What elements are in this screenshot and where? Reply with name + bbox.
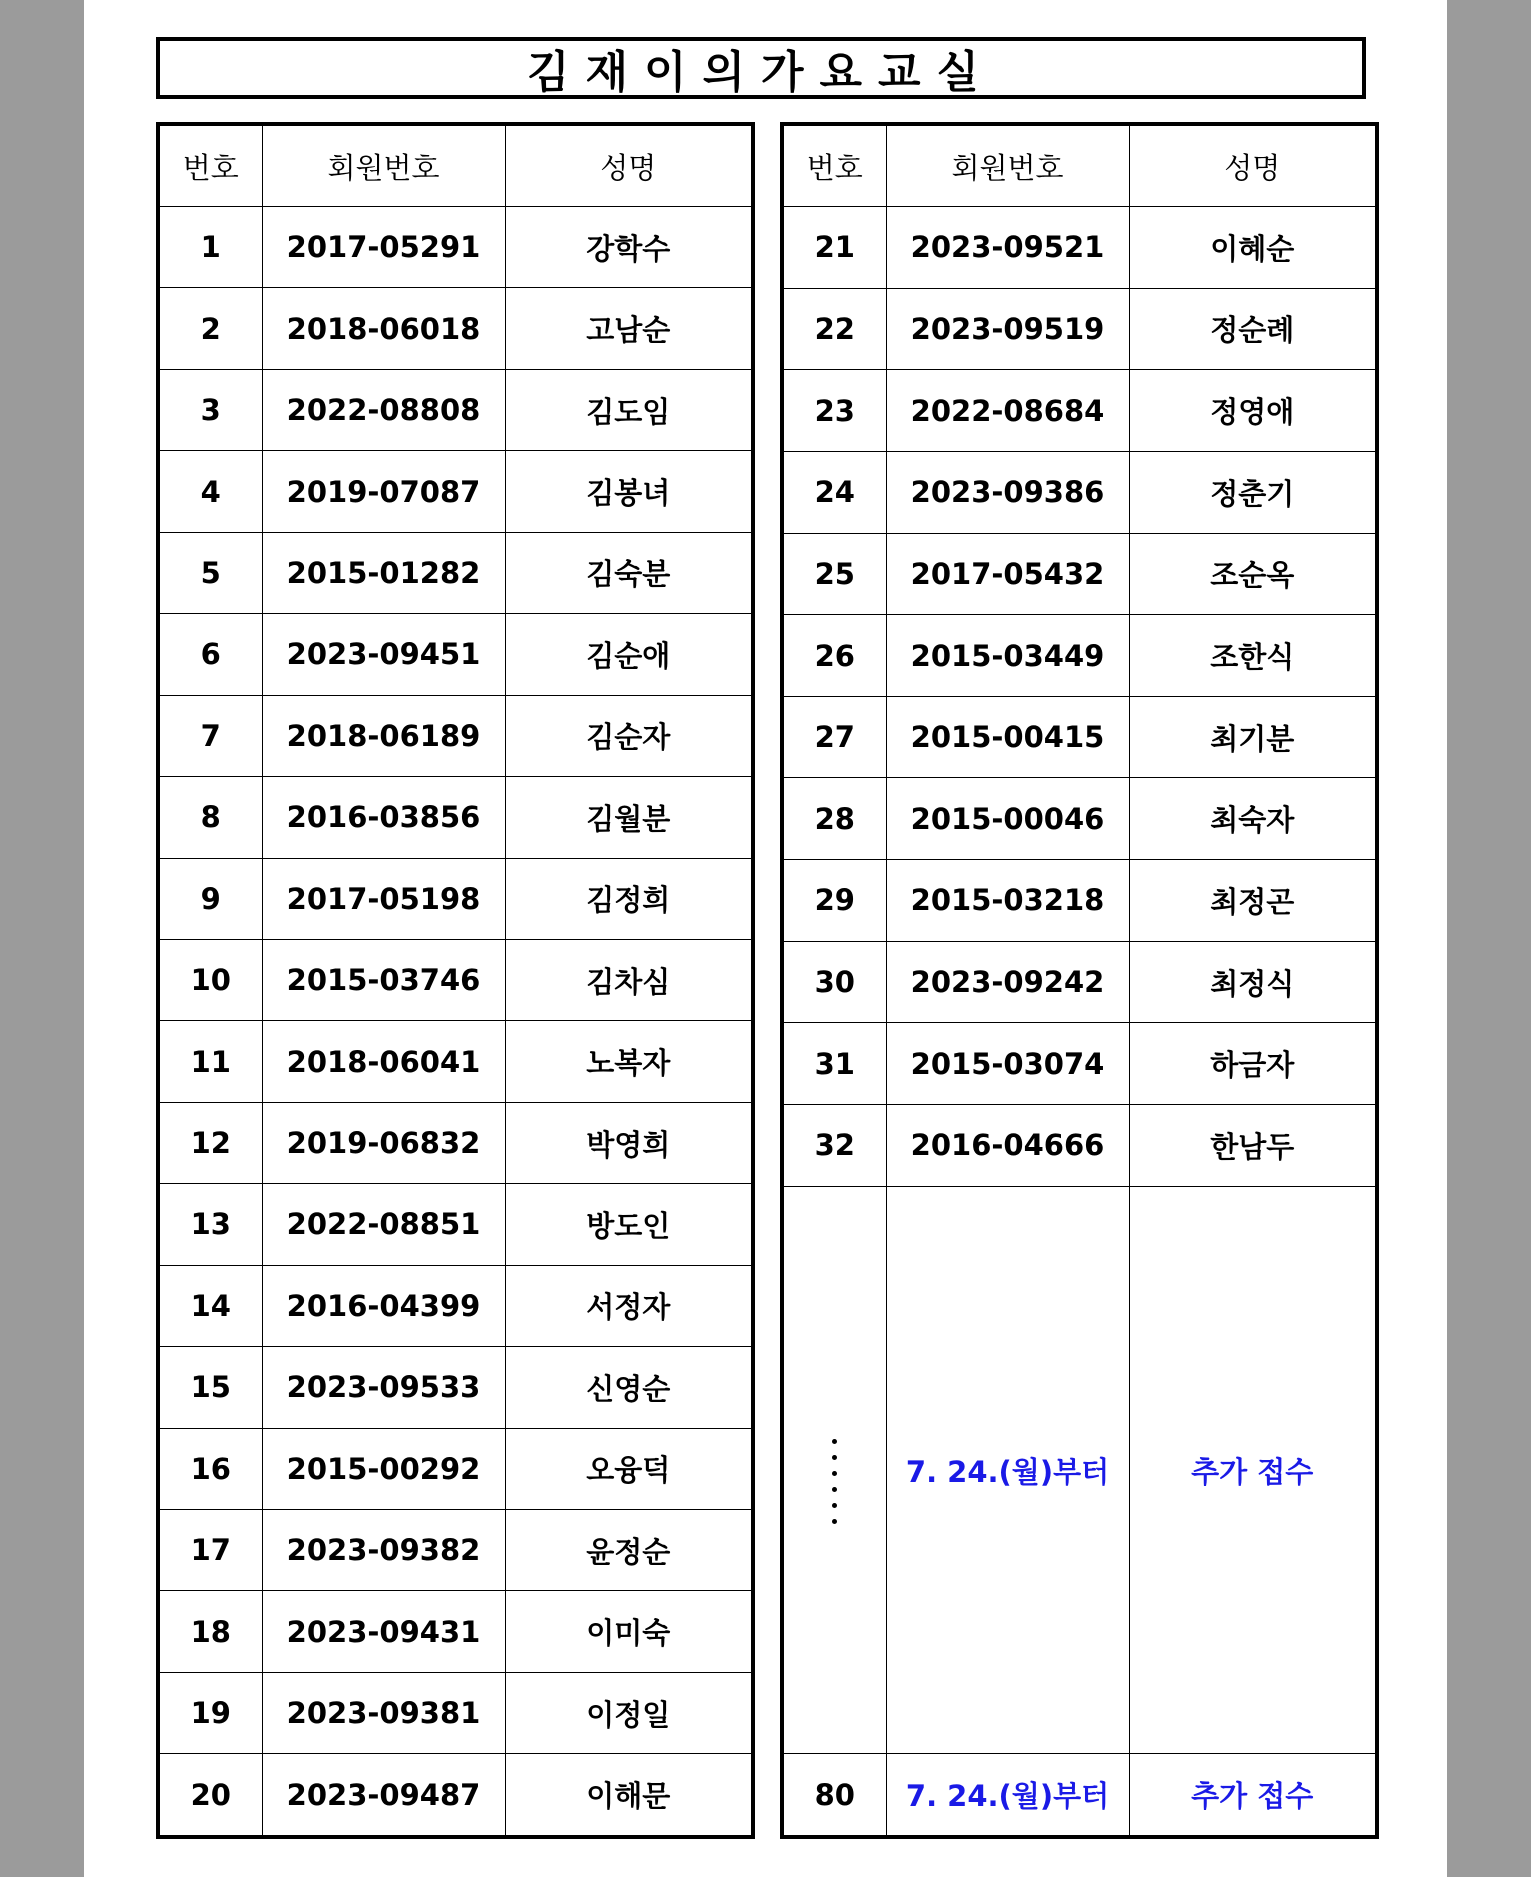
row-name: 노복자 [505, 1021, 753, 1102]
document-page [84, 0, 1447, 1877]
row-no: 31 [782, 1023, 886, 1105]
row-member-no: 2015-03218 [886, 860, 1129, 942]
table-row [158, 1754, 753, 1837]
row-no: 25 [782, 533, 886, 615]
table-row [782, 370, 1377, 452]
row-no: 9 [158, 858, 262, 939]
row-name: 조순옥 [1129, 533, 1377, 615]
row-no: 6 [158, 614, 262, 695]
table-row [158, 1021, 753, 1102]
table-row [158, 1428, 753, 1509]
row-name: 박영희 [505, 1102, 753, 1183]
table-row [158, 451, 753, 532]
table-row [158, 207, 753, 288]
row-member-no: 2023-09487 [262, 1754, 505, 1837]
header-member-no: 회원번호 [262, 124, 505, 207]
header-no: 번호 [158, 124, 262, 207]
row-name: 이정일 [505, 1672, 753, 1753]
row-member-no: 2019-07087 [262, 451, 505, 532]
row-name: 김월분 [505, 777, 753, 858]
last-row-date: 7. 24.(월)부터 [886, 1754, 1129, 1837]
row-name: 정춘기 [1129, 451, 1377, 533]
table-row [158, 939, 753, 1020]
row-name: 정영애 [1129, 370, 1377, 452]
row-name: 최정식 [1129, 941, 1377, 1023]
row-member-no: 2023-09521 [886, 207, 1129, 289]
row-name: 이해문 [505, 1754, 753, 1837]
row-no: 10 [158, 939, 262, 1020]
row-no: 1 [158, 207, 262, 288]
row-no: 14 [158, 1265, 262, 1346]
table-row [158, 369, 753, 450]
table-row [158, 1184, 753, 1265]
roster-table-right [780, 122, 1379, 1839]
row-member-no: 2022-08851 [262, 1184, 505, 1265]
table-row [158, 695, 753, 776]
row-name: 하금자 [1129, 1023, 1377, 1105]
vertical-ellipsis-icon [832, 1439, 837, 1524]
row-no: 15 [158, 1347, 262, 1428]
row-no: 11 [158, 1021, 262, 1102]
row-no: 8 [158, 777, 262, 858]
row-member-no: 2015-00415 [886, 696, 1129, 778]
row-name: 오융덕 [505, 1428, 753, 1509]
row-member-no: 2023-09431 [262, 1591, 505, 1672]
row-member-no: 2015-01282 [262, 532, 505, 613]
page-title: 김재이의가요교실 [526, 47, 996, 98]
row-name: 김숙분 [505, 532, 753, 613]
row-member-no: 2017-05291 [262, 207, 505, 288]
row-no: 13 [158, 1184, 262, 1265]
row-name: 방도인 [505, 1184, 753, 1265]
table-row [158, 1102, 753, 1183]
row-name: 서정자 [505, 1265, 753, 1346]
row-name: 김도임 [505, 369, 753, 450]
row-name: 김순애 [505, 614, 753, 695]
row-no: 24 [782, 451, 886, 533]
table-row [782, 941, 1377, 1023]
row-no: 2 [158, 288, 262, 369]
row-member-no: 2015-00046 [886, 778, 1129, 860]
table-row [158, 1672, 753, 1753]
table-row [158, 288, 753, 369]
pending-dots [782, 1186, 886, 1754]
table-row [782, 451, 1377, 533]
row-name: 김정희 [505, 858, 753, 939]
row-no: 22 [782, 288, 886, 370]
row-no: 21 [782, 207, 886, 289]
row-no: 26 [782, 615, 886, 697]
row-member-no: 2015-00292 [262, 1428, 505, 1509]
row-no: 7 [158, 695, 262, 776]
row-member-no: 2018-06041 [262, 1021, 505, 1102]
table-row [158, 1591, 753, 1672]
row-no: 3 [158, 369, 262, 450]
row-member-no: 2016-03856 [262, 777, 505, 858]
row-member-no: 2023-09382 [262, 1510, 505, 1591]
table-row [782, 696, 1377, 778]
row-no: 20 [158, 1754, 262, 1837]
row-name: 김순자 [505, 695, 753, 776]
row-name: 고남순 [505, 288, 753, 369]
row-name: 최숙자 [1129, 778, 1377, 860]
row-member-no: 2018-06018 [262, 288, 505, 369]
row-member-no: 2023-09242 [886, 941, 1129, 1023]
table-row [158, 858, 753, 939]
row-name: 최기분 [1129, 696, 1377, 778]
pending-note: 추가 접수 [1129, 1186, 1377, 1754]
table-row [158, 1510, 753, 1591]
row-name: 이미숙 [505, 1591, 753, 1672]
row-name: 최정곤 [1129, 860, 1377, 942]
pending-row [782, 1186, 1377, 1754]
table-row [782, 533, 1377, 615]
row-no: 28 [782, 778, 886, 860]
row-no: 18 [158, 1591, 262, 1672]
row-no: 5 [158, 532, 262, 613]
row-no: 12 [158, 1102, 262, 1183]
table-row [158, 1265, 753, 1346]
row-no: 23 [782, 370, 886, 452]
last-row-no: 80 [782, 1754, 886, 1837]
table-row [158, 532, 753, 613]
row-member-no: 2023-09386 [886, 451, 1129, 533]
table-row [782, 615, 1377, 697]
table-row [782, 288, 1377, 370]
table-row [158, 614, 753, 695]
row-no: 27 [782, 696, 886, 778]
title-box [156, 37, 1366, 99]
roster-table-left [156, 122, 755, 1839]
row-member-no: 2022-08808 [262, 369, 505, 450]
row-no: 17 [158, 1510, 262, 1591]
row-member-no: 2016-04399 [262, 1265, 505, 1346]
last-row-note: 추가 접수 [1129, 1754, 1377, 1837]
row-member-no: 2015-03449 [886, 615, 1129, 697]
row-name: 한남두 [1129, 1105, 1377, 1187]
row-no: 4 [158, 451, 262, 532]
last-row [782, 1754, 1377, 1837]
row-member-no: 2023-09519 [886, 288, 1129, 370]
table-row [782, 778, 1377, 860]
row-no: 16 [158, 1428, 262, 1509]
row-name: 강학수 [505, 207, 753, 288]
header-no: 번호 [782, 124, 886, 207]
row-name: 김차심 [505, 939, 753, 1020]
row-no: 30 [782, 941, 886, 1023]
row-member-no: 2023-09381 [262, 1672, 505, 1753]
header-name: 성명 [505, 124, 753, 207]
row-name: 조한식 [1129, 615, 1377, 697]
header-row [158, 124, 753, 207]
row-name: 윤정순 [505, 1510, 753, 1591]
row-member-no: 2015-03074 [886, 1023, 1129, 1105]
row-no: 32 [782, 1105, 886, 1187]
row-no: 19 [158, 1672, 262, 1753]
table-row [782, 1105, 1377, 1187]
row-member-no: 2017-05432 [886, 533, 1129, 615]
row-name: 김봉녀 [505, 451, 753, 532]
header-row [782, 124, 1377, 207]
table-row [782, 207, 1377, 289]
header-member-no: 회원번호 [886, 124, 1129, 207]
row-member-no: 2017-05198 [262, 858, 505, 939]
row-member-no: 2015-03746 [262, 939, 505, 1020]
row-no: 29 [782, 860, 886, 942]
table-row [158, 1347, 753, 1428]
row-member-no: 2019-06832 [262, 1102, 505, 1183]
row-member-no: 2023-09533 [262, 1347, 505, 1428]
pending-date: 7. 24.(월)부터 [886, 1186, 1129, 1754]
row-name: 정순례 [1129, 288, 1377, 370]
row-name: 이혜순 [1129, 207, 1377, 289]
table-row [782, 860, 1377, 942]
header-name: 성명 [1129, 124, 1377, 207]
table-row [158, 777, 753, 858]
row-member-no: 2018-06189 [262, 695, 505, 776]
row-member-no: 2022-08684 [886, 370, 1129, 452]
row-member-no: 2023-09451 [262, 614, 505, 695]
row-member-no: 2016-04666 [886, 1105, 1129, 1187]
row-name: 신영순 [505, 1347, 753, 1428]
table-row [782, 1023, 1377, 1105]
